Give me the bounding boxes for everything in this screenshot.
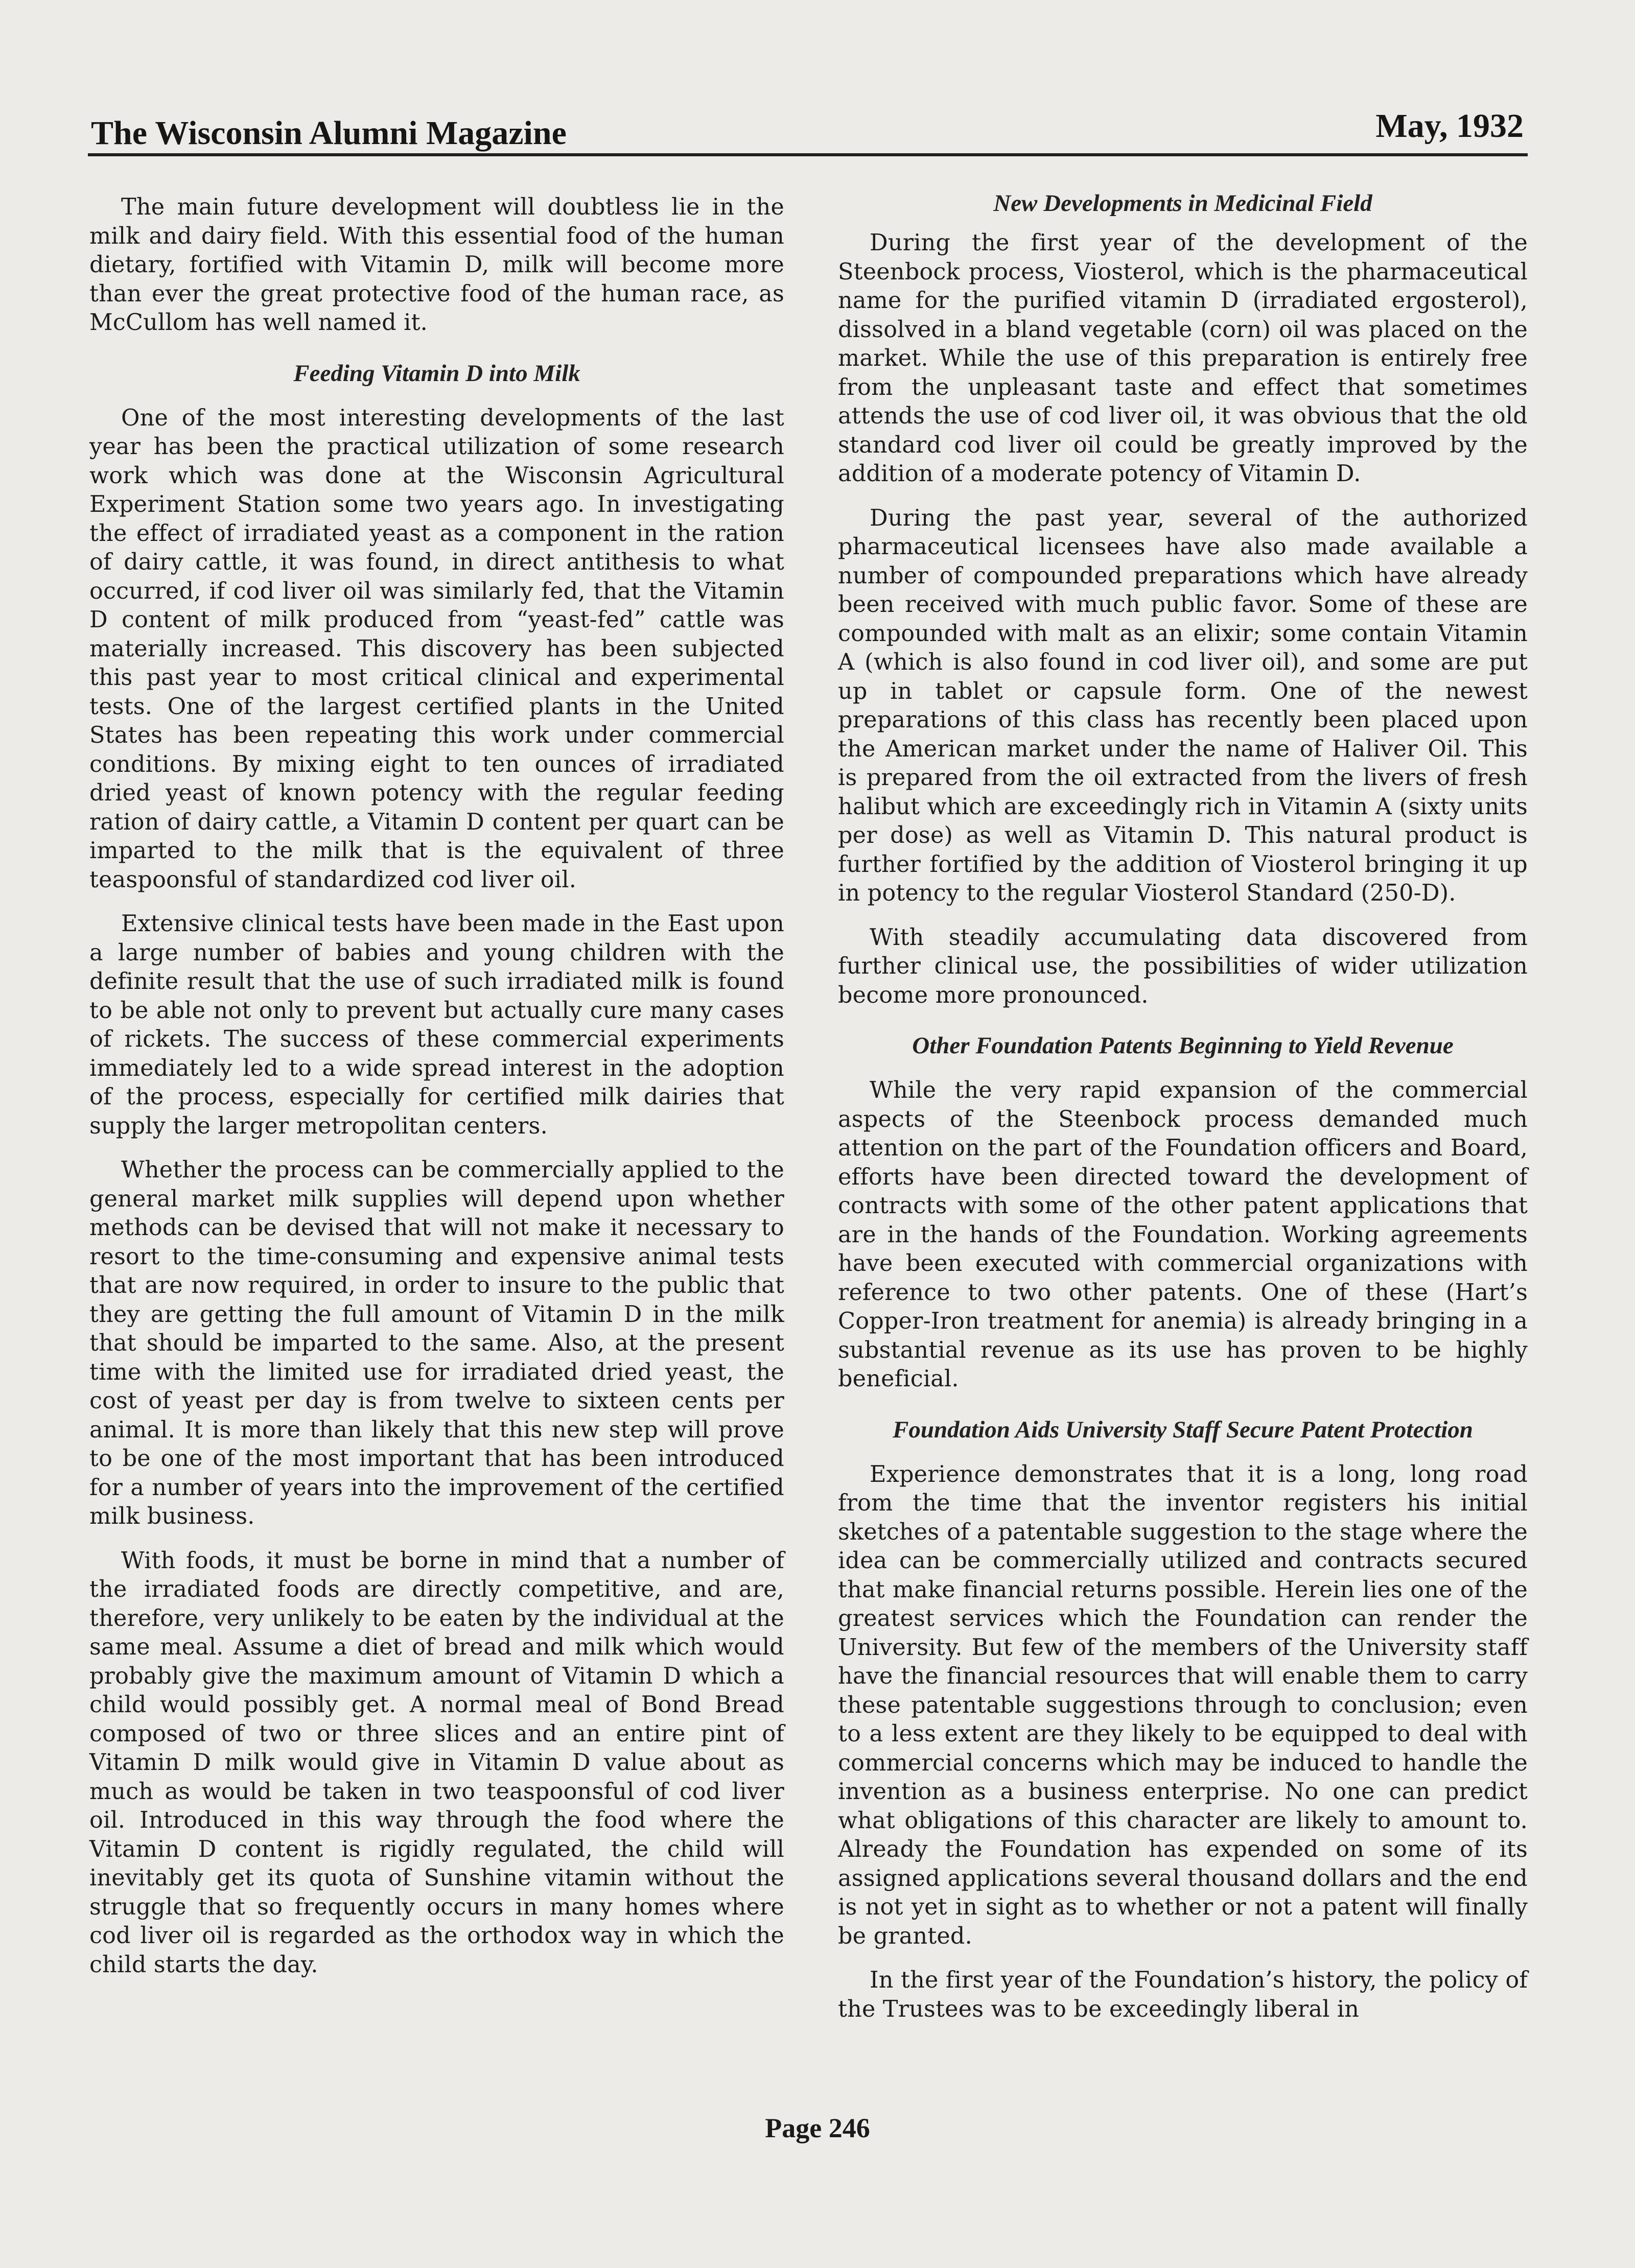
paragraph: Whether the process can be commercially applied to the general market milk supplies will depend upon whether methods can be devised that will not make it necessary to resort to the time-consuming and expensive animal tests that are now required, in order to insure to the public that they are getting the full amount of Vitamin D in the milk that should be imparted to the same. Also, at the present time with the limited use for irradiated dried yeast, the cost of yeast per day is from twelve to sixteen cents per animal. It is more than likely that this new step will prove to be one of the most important that has been introduced for a number of years into the improvement of the certified milk business. bbox=[89, 1157, 784, 1529]
page-number: Page 246 bbox=[765, 2113, 870, 2143]
right-column bbox=[838, 189, 1528, 2039]
paragraph: During the first year of the development of the Steenbock process, Viosterol, which is the pharmaceutical name for the purified vitamin D (irradiated ergosterol), dissolved in a bland vegetable (corn) oil was placed on the market. While the use of this preparation is entirely free from the unpleasant taste and effect that sometimes attends the use of cod liver oil, it was obvious that the old standard cod liver oil could be greatly improved by the addition of a moderate potency of Vitamin D. bbox=[838, 230, 1528, 487]
paragraph: With foods, it must be borne in mind that a number of the irradiated foods are directly competitive, and are, therefore, very unlikely to be eaten by the individual at the same meal. Assume a diet of bread and milk which would probably give the maximum amount of Vitamin D which a child would possibly get. A normal meal of Bond Bread composed of two or three slices and an entire pint of Vitamin D milk would give in Vitamin D value about as much as would be taken in two teaspoonsful of cod liver oil. Introduced in this way through the food where the Vitamin D content is rigidly regulated, the child will inevitably get its quota of Sunshine vitamin without the struggle that so frequently occurs in many homes where cod liver oil is regarded as the orthodox way in which the child starts the day. bbox=[89, 1547, 784, 1978]
paragraph: One of the most interesting developments of the last year has been the practical utilization of some research work which was done at the Wisconsin Agricultural Experiment Station some two years ago. In investigating the effect of irradiated yeast as a component in the ration of dairy cattle, it was found, in direct antithesis to what occurred, if cod liver oil was similarly fed, that the Vitamin D content of milk produced from “yeast-fed” cattle was materially increased. This discovery has been subjected this past year to most critical clinical and experimental tests. One of the largest certified plants in the United States has been repeating this work under commercial conditions. By mixing eight to ten ounces of irradiated dried yeast of known potency with the regular feeding ration of dairy cattle, a Vitamin D content per quart can be imparted to the milk that is the equivalent of three teaspoonsful of standardized cod liver oil. bbox=[89, 405, 784, 893]
paragraph: The main future development will doubtless lie in the milk and dairy field. With this essential food of the human dietary, fortified with Vitamin D, milk will become more than ever the great protective food of the human race, as McCullom has well named it. bbox=[89, 194, 784, 336]
paragraph: During the past year, several of the authorized pharmaceutical licensees have also made available a number of compounded preparations which have already been received with much public favor. Some of these are compounded with malt as an elixir; some contain Vitamin A (which is also found in cod liver oil), and some are put up in tablet or capsule form. One of the newest preparations of this class has recently been placed upon the American market under the name of Haliver Oil. This is prepared from the oil extracted from the livers of fresh halibut which are exceedingly rich in Vitamin A (sixty units per dose) as well as Vitamin D. This natural product is further fortified by the addition of Viosterol bringing it up in potency to the regular Viosterol Standard (250-D). bbox=[838, 505, 1528, 906]
paragraph: With steadily accumulating data discovered from further clinical use, the possibilities of wider utilization become more pronounced. bbox=[838, 924, 1528, 1008]
section-heading: Foundation Aids University Staff Secure Patent Protection bbox=[893, 1416, 1473, 1443]
left-column bbox=[89, 193, 784, 1995]
issue-date: May, 1932 bbox=[1375, 107, 1524, 145]
section-heading: Feeding Vitamin D into Milk bbox=[293, 360, 580, 387]
page-header bbox=[88, 107, 1528, 156]
paragraph: In the first year of the Foundation’s history, the policy of the Trustees was to be exceedingly liberal in bbox=[838, 1967, 1528, 2022]
paragraph: Experience demonstrates that it is a long, long road from the time that the inventor registers his initial sketches of a patentable suggestion to the stage where the idea can be commercially utilized and contracts secured that make financial returns possible. Herein lies one of the greatest services which the Foundation can render the University. But few of the members of the University staff have the financial resources that will enable them to carry these patentable suggestions through to conclusion; even to a less extent are they likely to be equipped to deal with commercial concerns which may be induced to handle the invention as a business enterprise. No one can predict what obligations of this character are likely to amount to. Already the Foundation has expended on some of its assigned applications several thousand dollars and the end is not yet in sight as to whether or not a patent will finally be granted. bbox=[838, 1461, 1528, 1949]
paragraph: While the very rapid expansion of the commercial aspects of the Steenbock process demanded much attention on the part of the Foundation officers and Board, efforts have been directed toward the development of contracts with some of the other patent applications that are in the hands of the Foundation. Working agreements have been executed with commercial organizations with reference to two other patents. One of these (Hart’s Copper-Iron treatment for anemia) is already bringing in a substantial revenue as its use has proven to be highly beneficial. bbox=[838, 1077, 1528, 1392]
paragraph: Extensive clinical tests have been made in the East upon a large number of babies and young children with the definite result that the use of such irradiated milk is found to be able not only to prevent but actually cure many cases of rickets. The success of these commercial experiments immediately led to a wide spread interest in the adoption of the process, especially for certified milk dairies that supply the larger metropolitan centers. bbox=[89, 911, 784, 1139]
section-heading: Other Foundation Patents Beginning to Yield Revenue bbox=[912, 1032, 1454, 1059]
magazine-title: The Wisconsin Alumni Magazine bbox=[91, 114, 567, 152]
section-heading: New Developments in Medicinal Field bbox=[993, 190, 1372, 217]
